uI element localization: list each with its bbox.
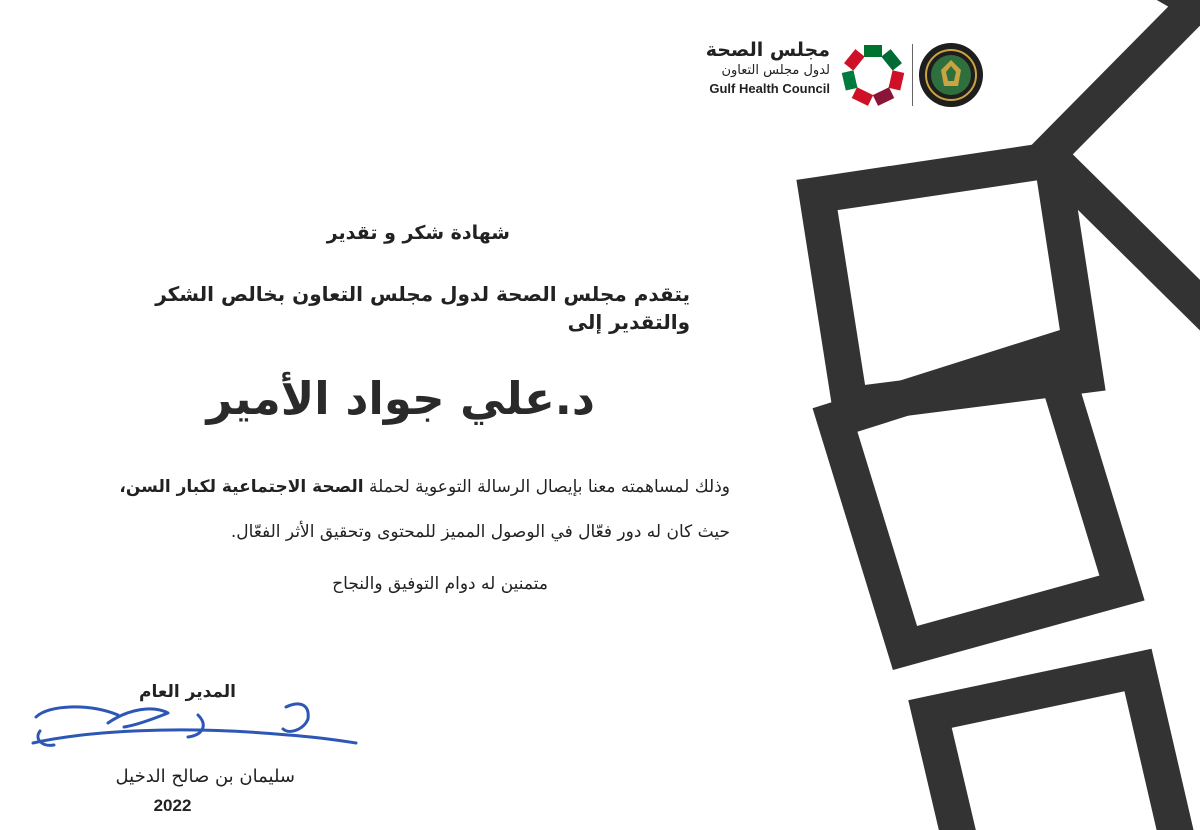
wishes-text: متمنين له دوام التوفيق والنجاح (332, 574, 548, 594)
intro-line-2: والتقدير إلى (567, 310, 690, 334)
body-line-1 (119, 475, 730, 499)
star-flags-icon (838, 40, 908, 110)
logo-text (706, 38, 830, 98)
certificate-year: 2022 (153, 796, 192, 815)
logo-title-ar: مجلس الصحة (705, 39, 830, 61)
signatory-role: المدير العام (139, 682, 236, 702)
logo-title-en: Gulf Health Council (709, 81, 830, 96)
gulf-health-council-logo (700, 38, 990, 118)
logo-divider (912, 44, 913, 106)
body-line-2: حيث كان له دور فعّال في الوصول المميز للمحتوى وتحقيق الأثر الفعّال. (230, 522, 730, 542)
campaign-name: الصحة الاجتماعية لكبار السن، (119, 477, 364, 497)
deco-square-lower (930, 670, 1182, 830)
body-line-1-text: وذلك لمساهمته معنا بإيصال الرسالة التوعوية لحملة (363, 477, 730, 497)
signatory-name: سليمان بن صالح الدخيل (115, 766, 295, 787)
handwritten-signature (28, 695, 363, 765)
gcc-seal-icon (918, 42, 984, 108)
recipient-name: د.علي جواد الأمير (206, 372, 595, 425)
logo-subtitle-ar: لدول مجلس التعاون (721, 63, 830, 78)
certificate-title: شهادة شكر و تقدير (326, 222, 510, 244)
deco-diagonal-top (1040, 0, 1200, 162)
intro-text (155, 280, 690, 336)
intro-line-1: يتقدم مجلس الصحة لدول مجلس التعاون بخالص الشكر (155, 282, 690, 306)
